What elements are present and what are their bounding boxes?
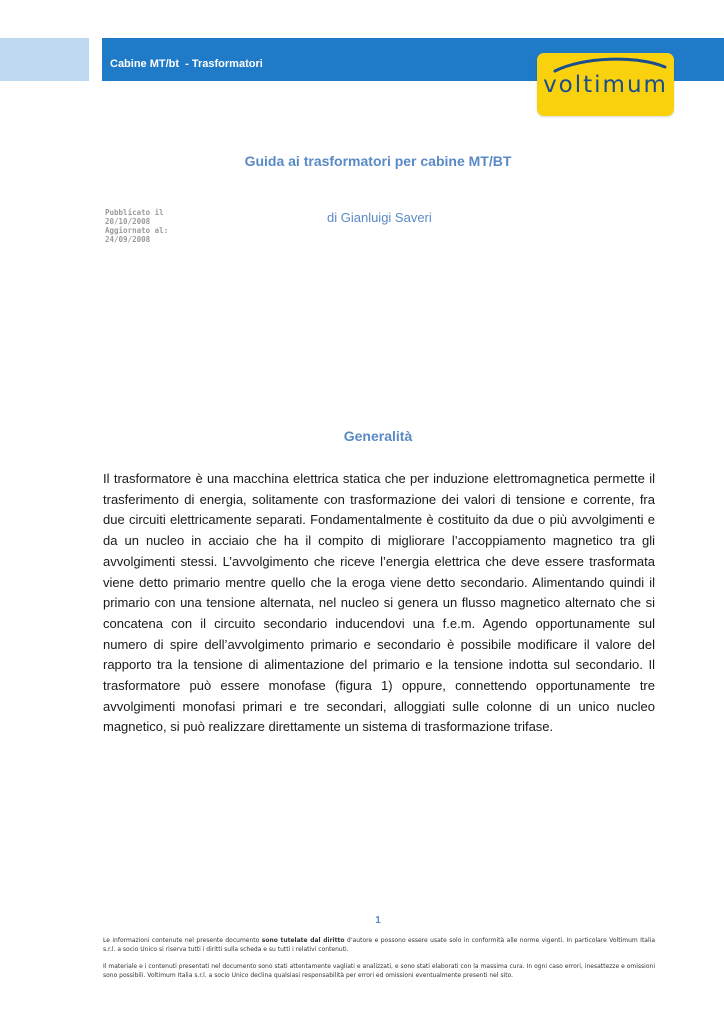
footer-legal-bold: sono tutelate dal diritto [261,937,345,944]
updated-label: Aggiornato al: [105,226,169,235]
published-date: 20/10/2008 [105,217,151,226]
voltimum-logo [537,53,674,116]
footer-legal-copyright [103,937,655,954]
page-number: 1 [375,915,381,926]
author-byline: di Gianluigi Saveri [327,210,432,225]
header-title: Cabine MT/bt - Trasformatori [110,58,263,70]
footer-legal-part: Le informazioni contenute nel presente documento [103,937,262,944]
footer-legal-disclaimer: Il materiale e i contenuti presentati nel documento sono stati attentamente vagliati e analizzati, e sono stati elaborati con la massima cura. In ogni caso errori, inesattezze e omissioni sono possibili. Voltimum Italia s.r.l. a socio Unico declina qualsiasi responsabilità per errori ed omissioni eventualmente presenti nel sito. [103,963,655,979]
document-title: Guida ai trasformatori per cabine MT/BT [244,153,512,169]
published-label: Pubblicato il [105,208,164,217]
publication-meta [105,208,168,244]
updated-date: 24/09/2008 [105,235,151,244]
logo-text: voltimum [543,72,668,98]
section-title: Generalità [343,428,413,444]
footer-legal-part: d’autore e possono essere usate solo in conformità alle norme vigenti. In particolare Voltimum Italia s.r.l. a socio Unico si riserva tutti i diritti sulla scheda e su tutti i relativi contenuti. [103,937,655,953]
header-left-tab [0,38,89,81]
section-body: Il trasformatore è una macchina elettrica statica che per induzione elettromagnetica permette il trasferimento di energia, solitamente con trasformazione dei valori di tensione e corrente, fra due circuiti elettricamente separati. Fondamentalmente è costituito da due o più avvolgimenti e da un nucleo in acciaio che ha il compito di migliorare l’accoppiamento magnetico tra gli avvolgimenti stessi. L’avvolgimento che riceve l’energia elettrica che deve essere trasformata viene detto primario mentre quello che la eroga viene detto secondario. Alimentando quindi il primario con una tensione alternata, nel nucleo si genera un flusso magnetico alternato che si concatena con il circuito secondario inducendovi una f.e.m. Agendo opportunamente sul numero di spire dell’avvolgimento primario e secondario è possibile modificare il valore del rapporto tra la tensione di alimentazione del primario e la tensione indotta sul secondario. Il trasformatore può essere monofase (figura 1) oppure, connettendo opportunamente tre avvolgimenti monofasi primari e tre secondari, alloggiati sulle colonne di un unico nucleo magnetico, si può realizzare direttamente un sistema di trasformazione trifase. [103,471,655,735]
